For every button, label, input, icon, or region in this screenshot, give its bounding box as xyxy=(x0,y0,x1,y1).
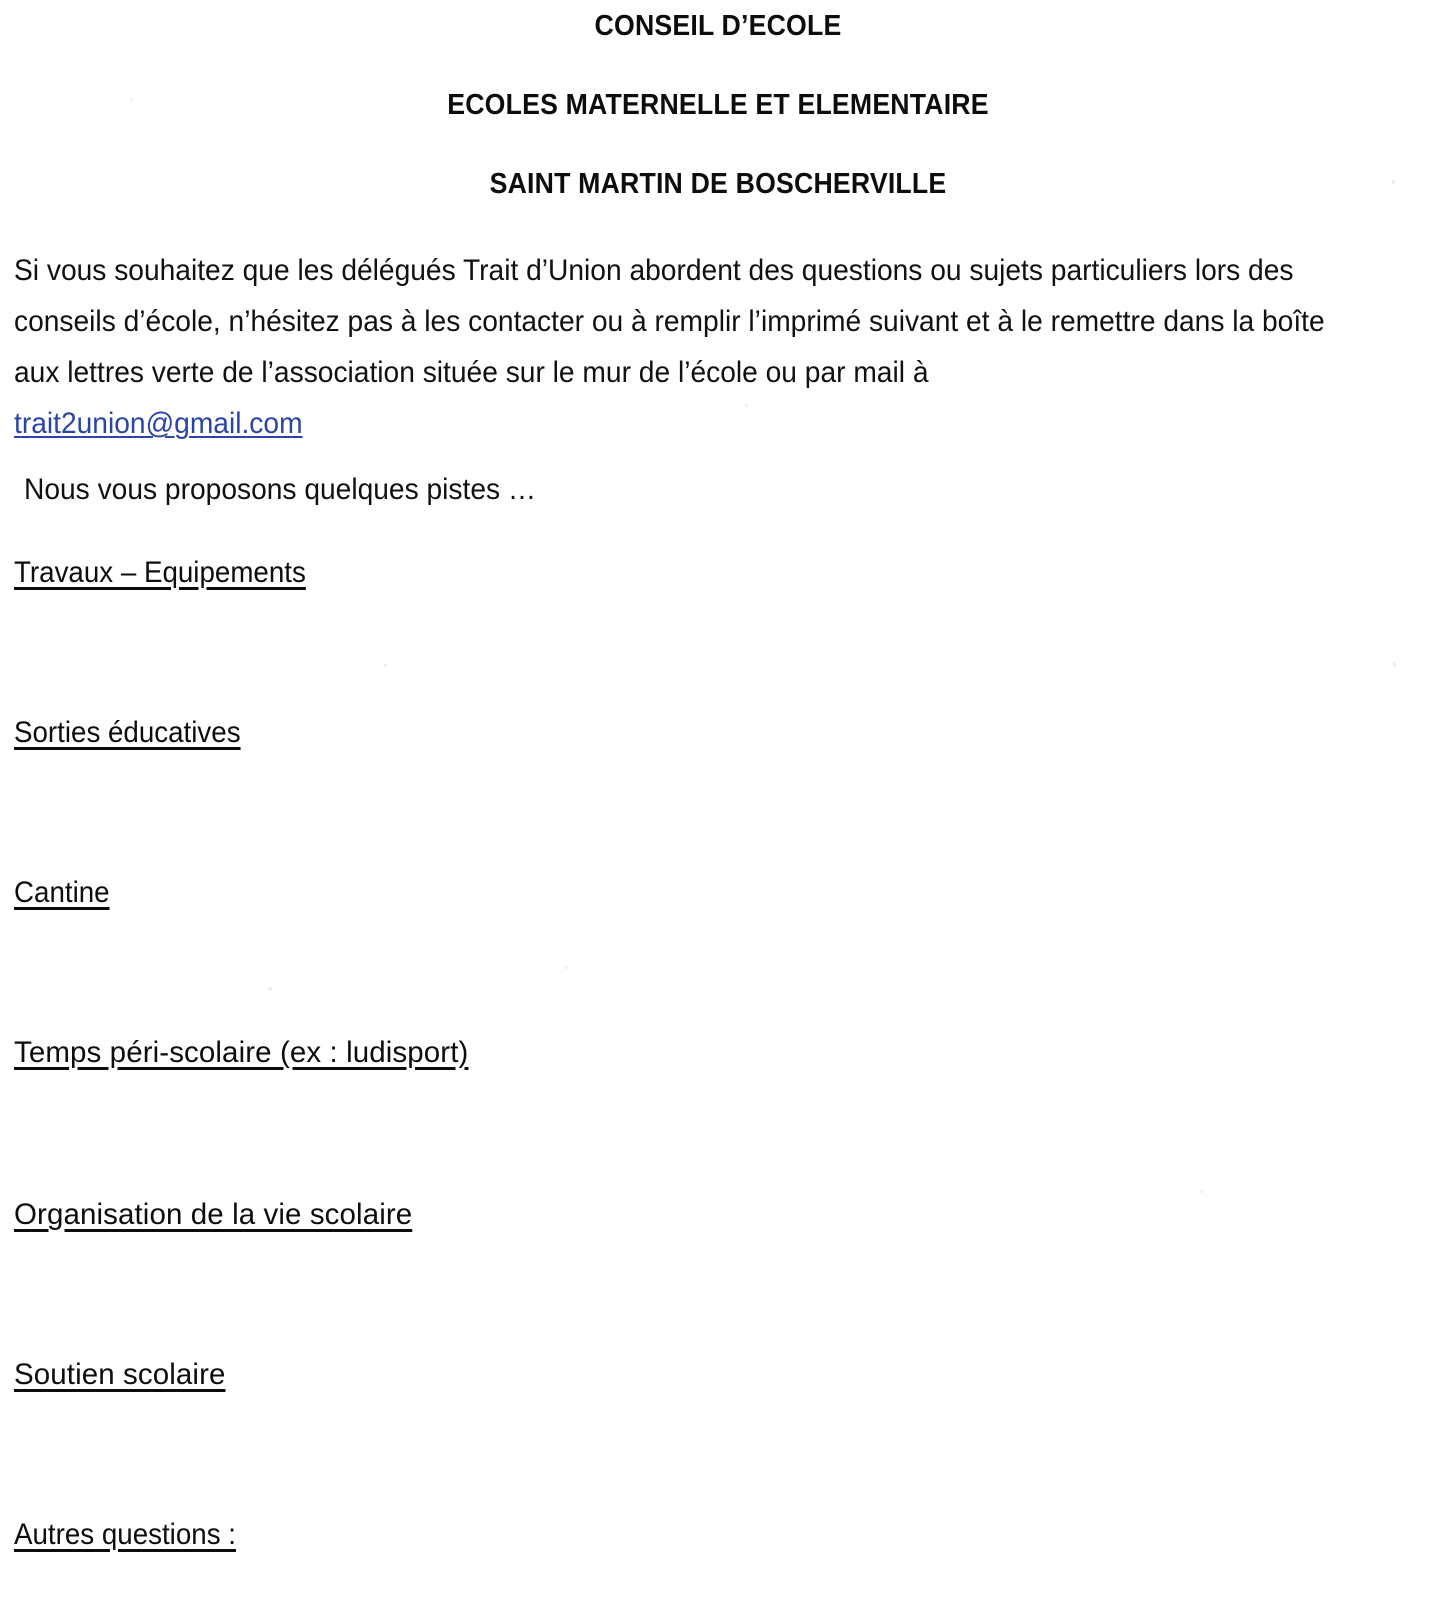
scan-speckle xyxy=(384,664,387,667)
intro-paragraph-block xyxy=(14,245,1346,449)
scan-speckle xyxy=(1393,662,1396,667)
email-link[interactable]: trait2union@gmail.com xyxy=(14,407,303,440)
section-heading-organisation-vie-scolaire: Organisation de la vie scolaire xyxy=(14,1198,413,1231)
scan-speckle xyxy=(1392,180,1395,184)
section-heading-cantine: Cantine xyxy=(14,876,110,909)
section-heading-autres-questions: Autres questions : xyxy=(14,1518,236,1551)
section-heading-travaux-equipements: Travaux – Equipements xyxy=(14,556,306,589)
document-title-line-1: CONSEIL D’ECOLE xyxy=(594,10,842,42)
scan-speckle xyxy=(1200,1190,1203,1193)
lead-line: Nous vous proposons quelques pistes … xyxy=(24,473,537,506)
document-title-line-3: SAINT MARTIN DE BOSCHERVILLE xyxy=(489,168,947,200)
scan-speckle xyxy=(565,966,568,969)
section-heading-temps-peri-scolaire: Temps péri-scolaire (ex : ludisport) xyxy=(14,1036,469,1069)
intro-paragraph-text: Si vous souhaitez que les délégués Trait d’Union abordent des questions ou sujets particuliers lors des conseils d’école, n’hésitez pas à les contacter ou à remplir l’imprimé suivant et à le remettre dans la boîte aux lettres verte de l’association située sur le mur de l’école ou par mail à xyxy=(14,254,1325,389)
section-heading-soutien-scolaire: Soutien scolaire xyxy=(14,1358,226,1391)
document-title-line-2: ECOLES MATERNELLE ET ELEMENTAIRE xyxy=(447,89,989,121)
section-heading-sorties-educatives: Sorties éducatives xyxy=(14,716,241,749)
scan-speckle xyxy=(268,987,272,991)
